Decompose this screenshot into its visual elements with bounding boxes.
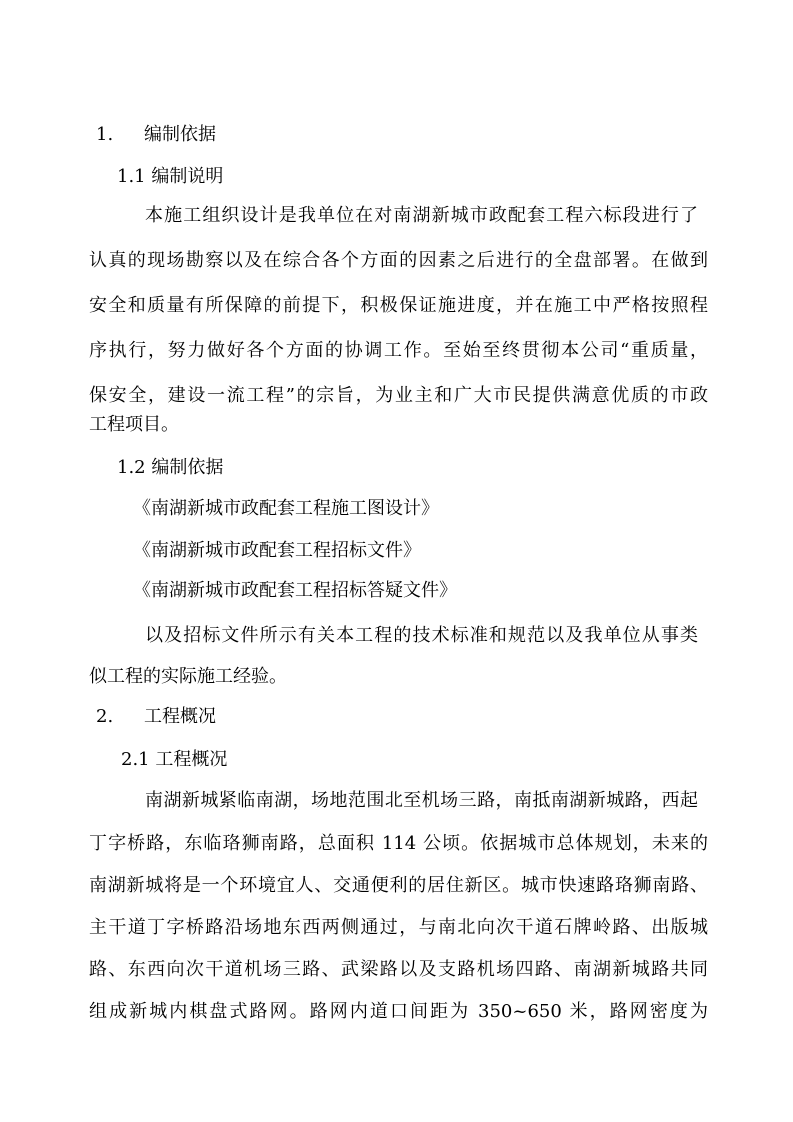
- paragraph-line: 主干道丁字桥路沿场地东西两侧通过，与南北向次干道石牌岭路、出版城: [89, 917, 708, 938]
- reference-item: 《南湖新城市政配套工程施工图设计》: [133, 498, 439, 519]
- paragraph-line: 工程项目。: [89, 414, 179, 435]
- section-2-number: 2.: [96, 706, 114, 727]
- reference-item: 《南湖新城市政配套工程招标答疑文件》: [133, 580, 457, 601]
- paragraph-line: 丁字桥路，东临珞狮南路，总面积 114 公顷。依据城市总体规划，未来的: [89, 833, 708, 854]
- paragraph-line: 认真的现场勘察以及在综合各个方面的因素之后进行的全盘部署。在做到: [89, 250, 708, 271]
- paragraph-line: 以及招标文件所示有关本工程的技术标准和规范以及我单位从事类: [145, 625, 698, 646]
- section-2-title: 工程概况: [144, 706, 216, 727]
- paragraph-line: 序执行，努力做好各个方面的协调工作。至始至终贯彻本公司“重质量，: [89, 340, 708, 361]
- paragraph-line: 本施工组织设计是我单位在对南湖新城市政配套工程六标段进行了: [145, 205, 698, 226]
- section-2-1-heading: 2.1 工程概况: [121, 749, 228, 770]
- reference-item: 《南湖新城市政配套工程招标文件》: [133, 540, 421, 561]
- paragraph-line: 安全和质量有所保障的前提下，积极保证施进度，并在施工中严格按照程: [89, 295, 708, 316]
- section-1-number: 1.: [96, 124, 114, 145]
- paragraph-line: 南湖新城紧临南湖，场地范围北至机场三路，南抵南湖新城路，西起: [145, 790, 698, 811]
- section-1-2-heading: 1.2 编制依据: [117, 457, 224, 478]
- paragraph-line: 似工程的实际施工经验。: [89, 666, 287, 687]
- section-1-heading: [96, 123, 216, 147]
- section-2-heading: [96, 705, 216, 729]
- section-1-1-heading: 1.1 编制说明: [117, 166, 224, 187]
- section-1-title: 编制依据: [144, 124, 216, 145]
- paragraph-line: 路、东西向次干道机场三路、武梁路以及支路机场四路、南湖新城路共同: [89, 959, 708, 980]
- paragraph-line: 保安全，建设一流工程”的宗旨，为业主和广大市民提供满意优质的市政: [89, 385, 708, 406]
- paragraph-line: 组成新城内棋盘式路网。路网内道口间距为 350~650 米，路网密度为: [89, 1001, 708, 1022]
- paragraph-line: 南湖新城将是一个环境宜人、交通便利的居住新区。城市快速路珞狮南路、: [89, 875, 708, 896]
